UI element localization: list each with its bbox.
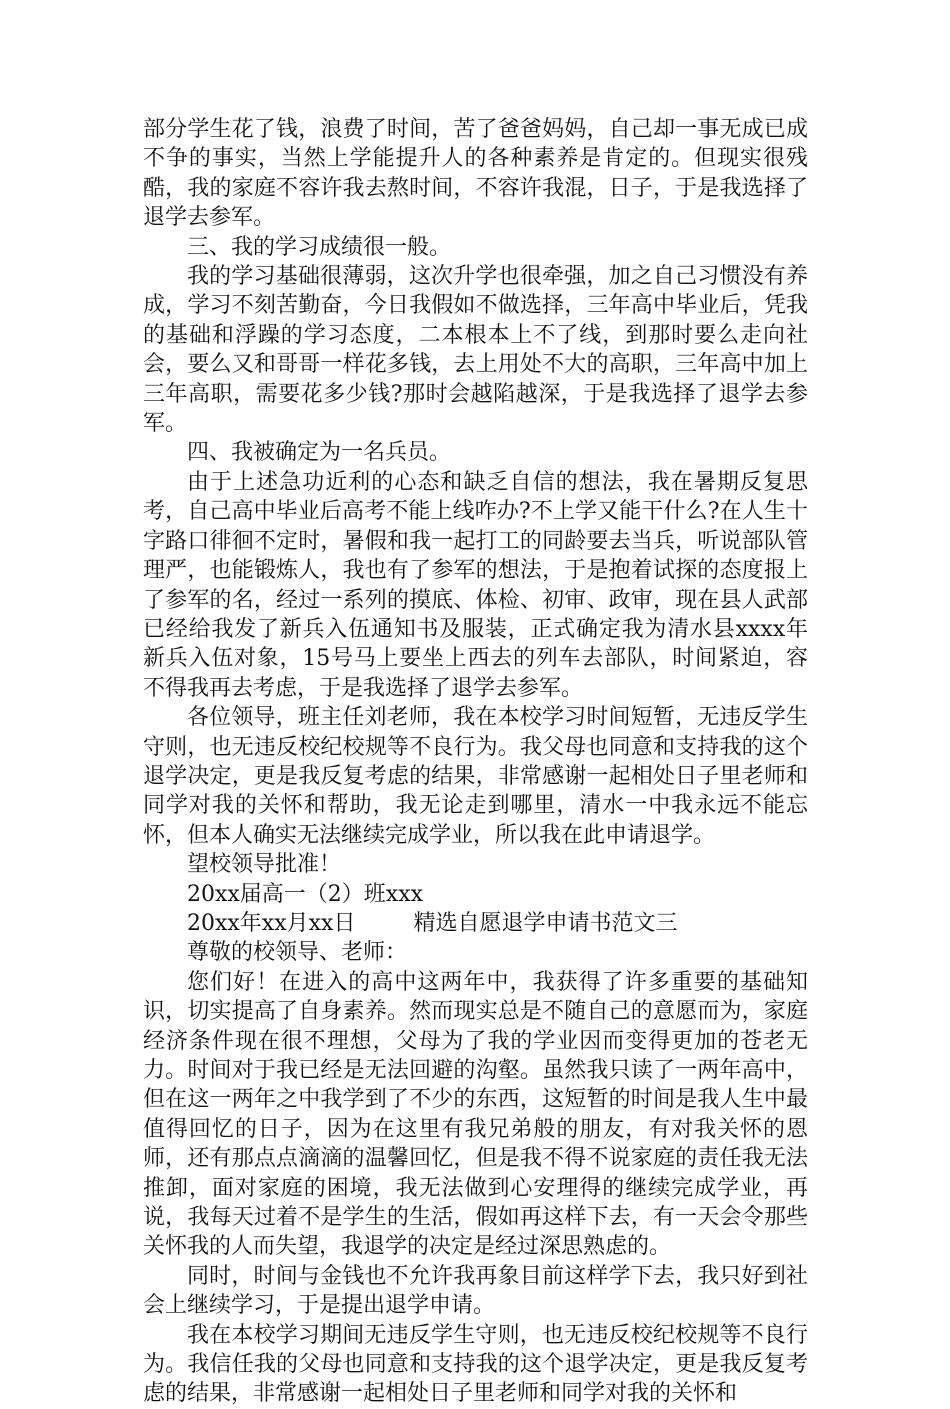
sample-heading: 精选自愿退学申请书范文三 [413,910,678,936]
section-heading-three: 三、我的学习成绩很一般。 [187,234,452,260]
paragraph-conduct: 我在本校学习期间无违反学生守则，也无违反校纪校规等不良行为。我信任我的父母也同意和支持我的这个退学决定，更是我反复考虑的结果，非常感谢一起相处日子里老师和同学对我的关怀和 [143,1322,808,1407]
paragraph-study-foundation: 我的学习基础很薄弱，这次升学也很牵强，加之自己习惯没有养成，学习不刻苦勤奋，今日我假如不做选择，三年高中毕业后，凭我的基础和浮躁的学习态度，二本根本上不了线，到那时要么走向社会，要么又和哥哥一样花多钱，去上用处不大的高职，三年高中加上三年高职，需要花多少钱?那时会越陷越深，于是我选择了退学去参军。 [143,264,808,437]
paragraph-continuation: 部分学生花了钱，浪费了时间，苦了爸爸妈妈，自己却一事无成已成不争的事实，当然上学能提升人的各种素养是肯定的。但现实很残酷，我的家庭不容许我去熬时间，不容许我混，日子，于是我选择了退学去参军。 [143,117,808,231]
approval-request: 望校领导批准！ [187,852,342,878]
paragraph-time-money: 同时，时间与金钱也不允许我再象目前这样学下去，我只好到社会上继续学习，于是提出退学申请。 [143,1263,808,1319]
date-and-heading-line [143,909,808,938]
paragraph-leaders-address: 各位领导，班主任刘老师，我在本校学习时间短暂，无违反学生守则，也无违反校纪校规等不良行为。我父母也同意和支持我的这个退学决定，更是我反复考虑的结果，非常感谢一起相处日子里老师和同学对我的关怀和帮助，我无论走到哪里，清水一中我永远不能忘怀，但本人确实无法继续完成学业，所以我在此申请退学。 [143,705,808,848]
salutation: 尊敬的校领导、老师： [187,940,408,966]
signature-class: 20xx届高一（2）班xxx [187,881,424,907]
section-heading-four: 四、我被确定为一名兵员。 [187,440,452,466]
signature-date: 20xx年xx月xx日 [187,910,356,936]
paragraph-enlistment: 由于上述急功近利的心态和缺乏自信的想法，我在暑期反复思考，自己高中毕业后高考不能上线咋办?不上学又能干什么?在人生十字路口徘徊不定时，暑假和我一起打工的同龄要去当兵，听说部队管理严，也能锻炼人，我也有了参军的想法，于是抱着试探的态度报上了参军的名，经过一系列的摸底、体检、初审、政审，现在县人武部已经给我发了新兵入伍通知书及服装，正式确定我为清水县xxxx年新兵入伍对象，15号马上要坐上西去的列车去部队，时间紧迫，容不得我再去考虑，于是我选择了退学去参军。 [143,469,808,701]
paragraph-greeting: 您们好！在进入的高中这两年中，我获得了许多重要的基础知识，切实提高了自身素养。然而现实总是不随自己的意愿而为，家庭经济条件现在很不理想，父母为了我的学业因而变得更加的苍老无力。时间对于我已经是无法回避的沟壑。虽然我只读了一两年高中，但在这一两年之中我学到了不少的东西，这短暂的时间是我人生中最值得回忆的日子，因为在这里有我兄弟般的朋友，有对我关怀的恩师，还有那点点滴滴的温馨回忆，但是我不得不说家庭的责任我无法推卸，面对家庭的困境，我无法做到心安理得的继续完成学业，再说，我每天过着不是学生的生活，假如再这样下去，有一天会令那些关怀我的人而失望，我退学的决定是经过深思熟虑的。 [143,969,808,1260]
document-body [143,115,808,1409]
